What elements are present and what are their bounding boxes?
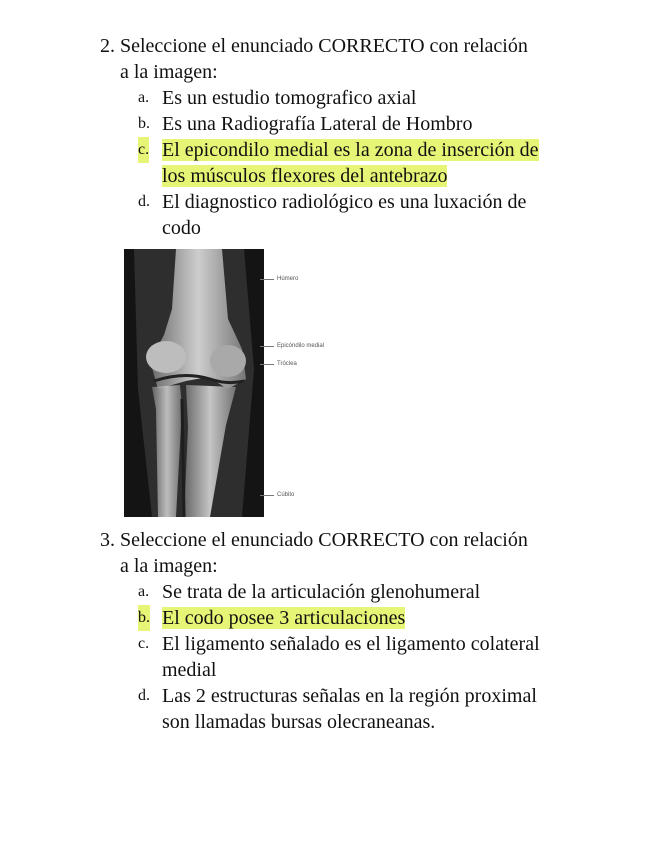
option-a: a. Se trata de la articulación glenohumeral	[138, 581, 481, 603]
option-d: d. El diagnostico radiológico es una luxación de codo	[138, 191, 527, 239]
label-epicondilo-medial: Epicóndilo medial	[277, 343, 325, 349]
label-pointer	[260, 346, 274, 347]
question-number: 2.	[100, 35, 115, 57]
question-number: 3.	[100, 529, 115, 551]
question-3	[100, 527, 600, 735]
label-troclea: Tróclea	[277, 361, 297, 367]
options-list	[138, 579, 600, 735]
option-c-highlighted: c. El epicondilo medial es la zona de inserción de los músculos flexores del antebrazo	[138, 139, 539, 187]
question-stem: Seleccione el enunciado CORRECTO con relación a la imagen:	[120, 529, 528, 577]
label-cubito: Cúbito	[277, 492, 295, 498]
option-b: b. Es una Radiografía Lateral de Hombro	[138, 113, 473, 135]
option-d: d. Las 2 estructuras señalas en la región proximal son llamadas bursas olecraneanas.	[138, 685, 537, 733]
label-pointer	[260, 495, 274, 496]
label-humero: Húmero	[277, 276, 299, 282]
label-pointer	[260, 279, 274, 280]
option-b-highlighted: b. El codo posee 3 articulaciones	[138, 607, 406, 629]
option-c: c. El ligamento señalado es el ligamento colateral medial	[138, 633, 540, 681]
label-pointer	[260, 364, 274, 365]
option-a: a. Es un estudio tomografico axial	[138, 87, 417, 109]
xray-labels	[124, 249, 354, 517]
question-2	[100, 33, 600, 241]
question-stem: Seleccione el enunciado CORRECTO con relación a la imagen:	[120, 35, 528, 83]
options-list	[138, 85, 600, 241]
